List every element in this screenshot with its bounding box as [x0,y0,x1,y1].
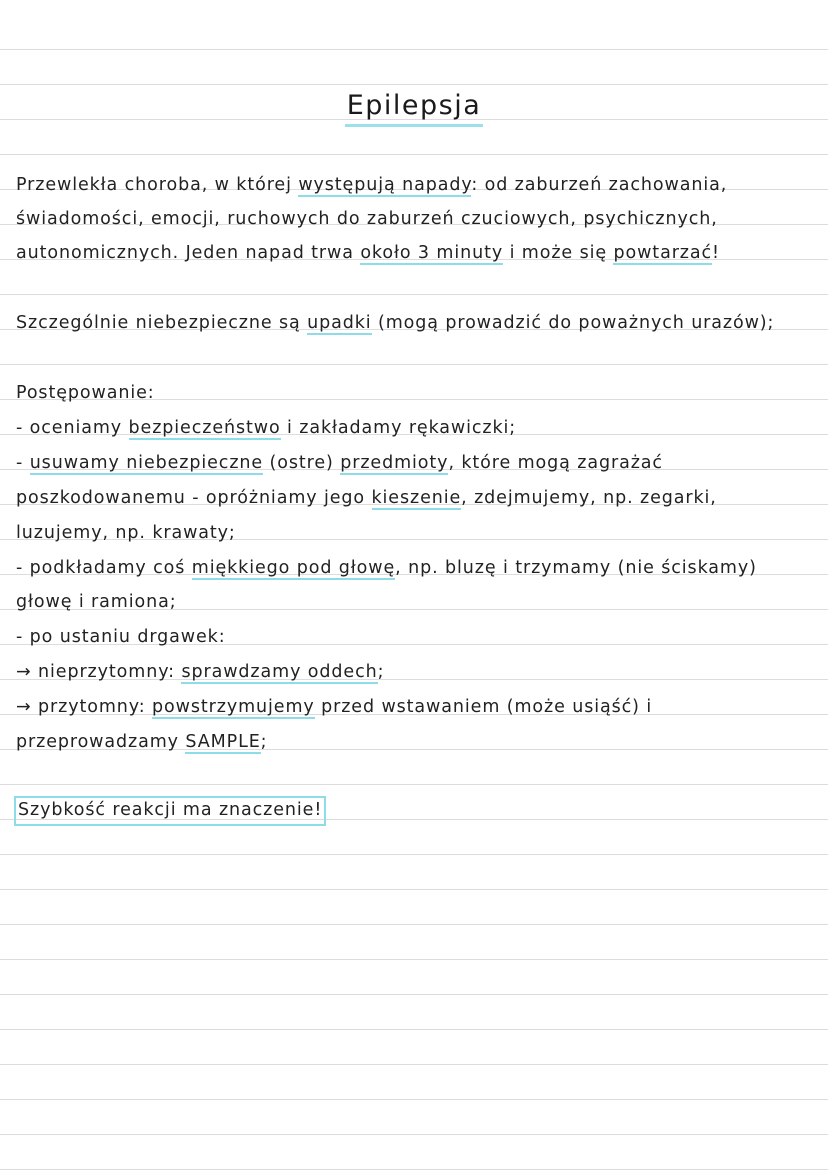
procedure-step: luzujemy, np. krawaty; [16,523,236,543]
highlight: upadki [307,313,372,333]
highlight: powtarzać [613,243,713,263]
procedure-step: - oceniamy bezpieczeństwo i zakładamy rękawiczki; [16,418,517,438]
closing-note: Szybkość reakcji ma znaczenie! [14,796,326,826]
highlight: sprawdzamy oddech [181,662,378,682]
text-line: Przewlekła choroba, w której występują napady: od zaburzeń zachowania, [16,175,728,195]
procedure-step: → nieprzytomny: sprawdzamy oddech; [16,662,385,682]
procedure-step: - podkładamy coś miękkiego pod głowę, np. bluzę i trzymamy (nie ściskamy) [16,558,757,578]
text-line: autonomicznych. Jeden napad trwa około 3 minuty i może się powtarzać! [16,243,720,263]
text-line: świadomości, emocji, ruchowych do zaburzeń czuciowych, psychicznych, [16,209,718,229]
procedure-step: → przytomny: powstrzymujemy przed wstawaniem (może usiąść) i [16,697,653,717]
page-title [0,88,828,127]
procedure-step: - usuwamy niebezpieczne (ostre) przedmioty, które mogą zagrażać [16,453,663,473]
page-title-text: Epilepsja [345,88,484,127]
highlight: SAMPLE [185,732,261,752]
procedure-step: - po ustaniu drgawek: [16,627,226,647]
highlight: występują napady [298,175,472,195]
procedure-step: przeprowadzamy SAMPLE; [16,732,268,752]
highlight: powstrzymujemy [152,697,315,717]
procedure-step: głowę i ramiona; [16,592,177,612]
procedure-step: poszkodowanemu - opróżniamy jego kieszenie, zdejmujemy, np. zegarki, [16,488,717,508]
highlight: usuwamy niebezpieczne [29,453,264,473]
highlight: bezpieczeństwo [128,418,281,438]
highlight: przedmioty [340,453,449,473]
text-line: Szczególnie niebezpieczne są upadki (mogą prowadzić do poważnych urazów); [16,313,775,333]
highlight: około 3 minuty [360,243,504,263]
highlight: kieszenie [371,488,462,508]
procedure-heading: Postępowanie: [16,383,155,403]
highlight: miękkiego pod głowę [191,558,396,578]
